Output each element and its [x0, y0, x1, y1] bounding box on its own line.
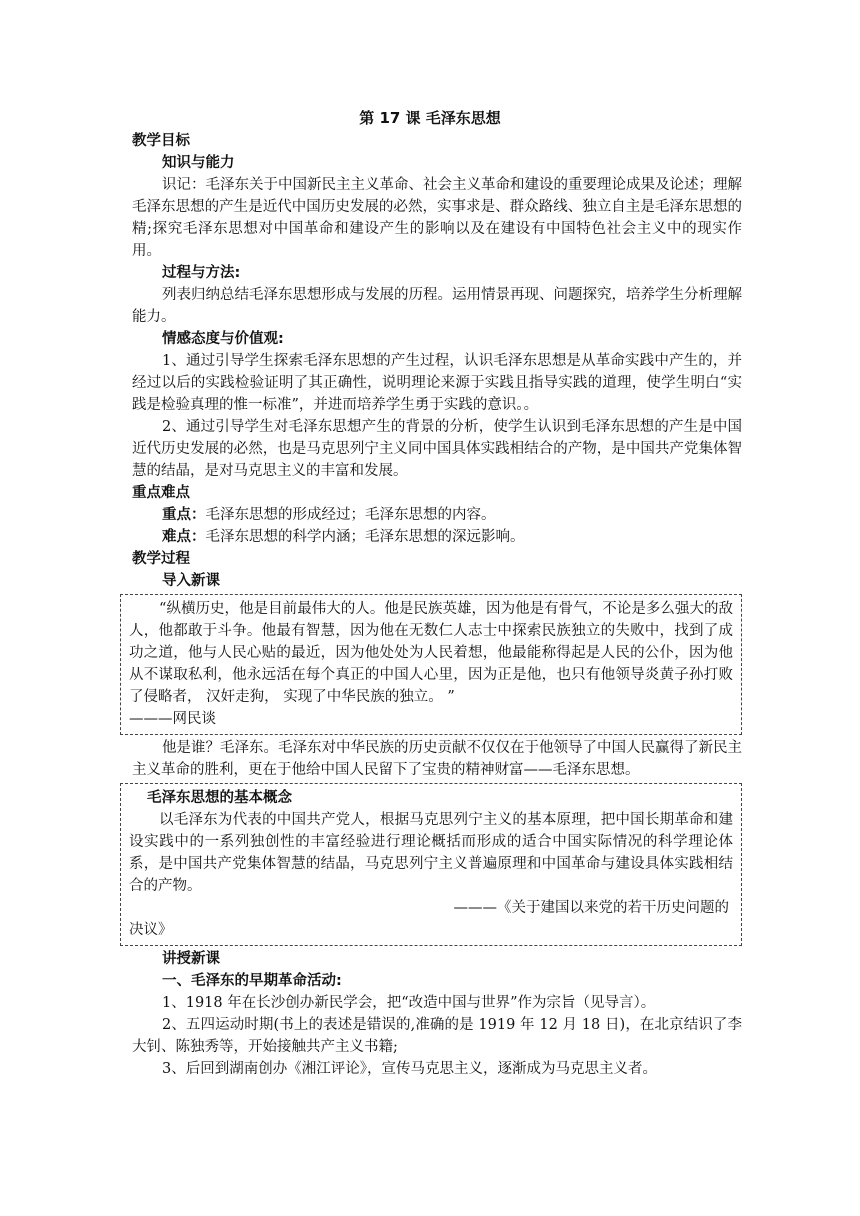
difficulty-label: 难点： [162, 529, 206, 545]
concept-text: 以毛泽东为代表的中国共产党人，根据马克思列宁主义的基本原理，把中国长期革命和建设实践中的一系列独创性的丰富经验进行理论概括而形成的适合中国实际情况的科学理论体系，是中国共产党集体智慧的结晶，马克思列宁主义普遍原理和中国革命与建设具体实践相结合的产物。 [129, 812, 733, 894]
answer-paragraph: 他是谁？毛泽东。毛泽东对中华民族的历史贡献不仅仅在于他领导了中国人民赢得了新民主主义革命的胜利，更在于他给中国人民留下了宝贵的精神财富——毛泽东思想。 [132, 740, 742, 778]
emotion-paragraph-2: 2、通过引导学生对毛泽东思想产生的背景的分析，使学生认识到毛泽东思想的产生是中国近代历史发展的必然，也是马克思列宁主义同中国具体实践相结合的产物，是中国共产党集体智慧的结晶，是对马克思主义的丰富和发展。 [132, 419, 742, 479]
process-method-heading: 过程与方法: [162, 265, 241, 281]
emotion-heading: 情感态度与价值观: [162, 331, 284, 347]
keypoints-heading: 重点难点 [132, 485, 190, 501]
quote-box [120, 594, 742, 735]
key-point-text: 毛泽东思想的形成经过；毛泽东思想的内容。 [205, 507, 496, 523]
quote-source: ———网民谈 [129, 711, 216, 727]
difficulty-text: 毛泽东思想的科学内涵；毛泽东思想的深远影响。 [205, 529, 525, 545]
concept-source: ———《关于建国以来党的若干历史问题的 [453, 900, 729, 916]
knowledge-heading: 知识与能力 [162, 155, 235, 171]
page-title: 第 17 课 毛泽东思想 [359, 109, 501, 127]
concept-heading: 毛泽东思想的基本概念 [147, 790, 292, 806]
document-body [129, 130, 742, 1080]
section1-heading: 一、毛泽东的早期革命活动: [162, 973, 342, 989]
process-method-paragraph: 列表归纳总结毛泽东思想形成与发展的历程。运用情景再现、问题探究，培养学生分析理解能力。 [132, 287, 742, 325]
intro-heading: 导入新课 [162, 573, 220, 589]
list-item-1: 1、1918 年在长沙创办新民学会，把“改造中国与世界”作为宗旨（见导言）。 [162, 995, 656, 1011]
quote-text: “纵横历史，他是目前最伟大的人。他是民族英雄，因为他是有骨气，不论是多么强大的敌人，他都敢于斗争。他最有智慧，因为他在无数仁人志士中探索民族独立的失败中，找到了成功之道，他与人民心贴的最近，因为他处处为人民着想，他最能称得起是人民的公仆，因为他从不谋取私利，他永远活在每个真正的中国人心里，因为正是他，也只有他领导炎黄子孙打败了侵略者， 汉奸走狗， 实现了中华民族的独立。 ” [129, 601, 733, 705]
knowledge-paragraph: 识记：毛泽东关于中国新民主主义革命、社会主义革命和建设的重要理论成果及论述；理解毛泽东思想的产生是近代中国历史发展的必然，实事求是、群众路线、独立自主是毛泽东思想的精;探究毛泽东思想对中国革命和建设产生的影响以及在建设有中国特色社会主义中的现实作用。 [132, 177, 742, 259]
list-item-3: 3、后回到湖南创办《湘江评论》，宣传马克思主义，逐渐成为马克思主义者。 [162, 1061, 657, 1077]
new-lesson-heading: 讲授新课 [162, 951, 220, 967]
concept-source-end: 决议》 [129, 922, 173, 938]
goals-heading: 教学目标 [132, 133, 190, 149]
key-point-line [132, 504, 742, 526]
teaching-process-heading: 教学过程 [132, 551, 190, 567]
difficulty-line [132, 526, 742, 548]
list-item-2: 2、五四运动时期(书上的表述是错误的,准确的是 1919 年 12 月 18 日)，在北京结识了李大钊、陈独秀等，开始接触共产主义书籍; [132, 1017, 742, 1055]
emotion-paragraph-1: 1、通过引导学生探索毛泽东思想的产生过程，认识毛泽东思想是从革命实践中产生的，并经过以后的实践检验证明了其正确性，说明理论来源于实践且指导实践的道理，使学生明白“实践是检验真理的惟一标准”，并进而培养学生勇于实践的意识。。 [132, 353, 742, 413]
key-point-label: 重点： [162, 507, 206, 523]
concept-box [120, 783, 742, 946]
